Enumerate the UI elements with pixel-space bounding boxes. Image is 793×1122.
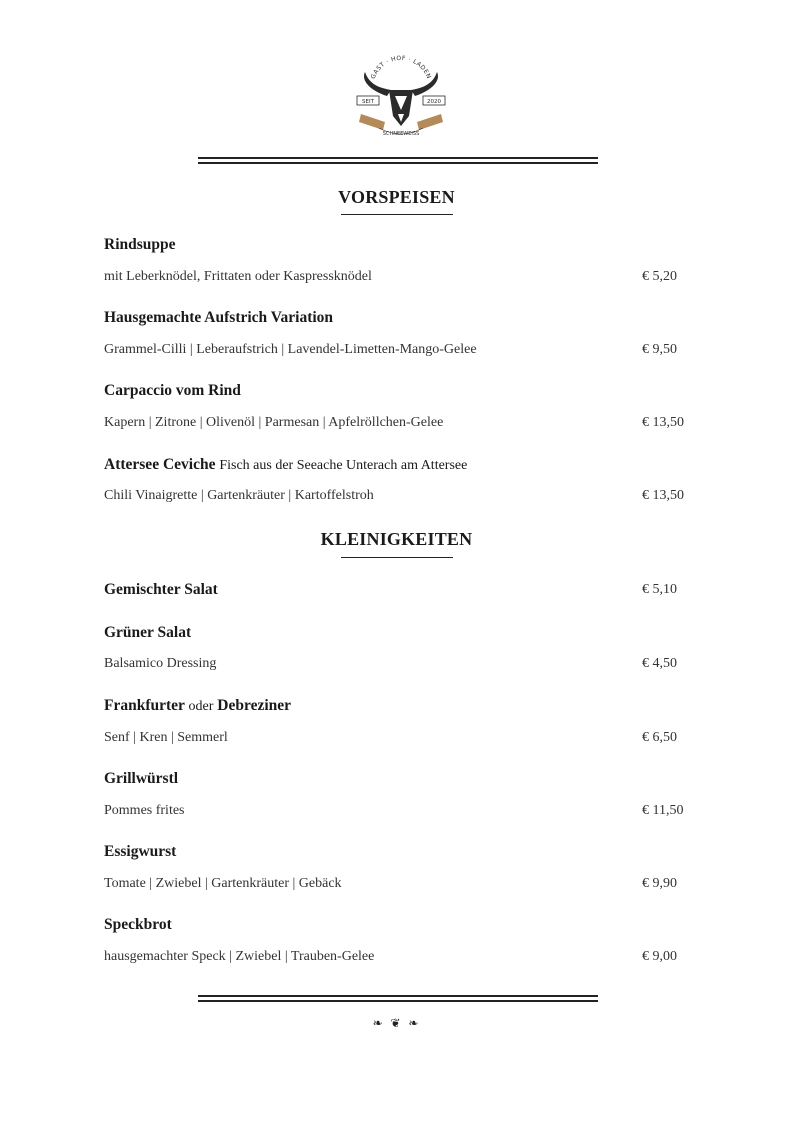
section-title-vorspeisen: VORSPEISEN: [338, 187, 455, 207]
svg-text:GAST · HOF · LADEN: [370, 55, 433, 80]
logo-arc-text: GAST · HOF · LADEN: [369, 54, 433, 80]
top-divider: [198, 157, 598, 164]
logo-left-label: SEIT: [362, 99, 374, 105]
bottom-divider: [198, 995, 598, 1002]
item-price: € 5,10: [642, 582, 677, 597]
item-name: Grüner Salat: [104, 624, 192, 641]
item-price: € 11,50: [642, 803, 684, 818]
logo-bottom-text: SCHNEEWEISS: [382, 131, 420, 137]
item-description: Pommes frites: [104, 803, 185, 818]
ornament-fleuron: ❧ ❦ ❧: [372, 1016, 421, 1030]
goat-head-logo: [355, 50, 447, 138]
item-name-connector: oder: [188, 699, 214, 714]
item-description: Senf | Kren | Semmerl: [104, 730, 228, 745]
item-description: Grammel-Cilli | Leberaufstrich | Lavendel-Limetten-Mango-Gelee: [104, 342, 477, 357]
item-description: Tomate | Zwiebel | Gartenkräuter | Gebäck: [104, 876, 342, 891]
item-price: € 13,50: [642, 415, 684, 430]
item-name-bold: Debreziner: [217, 697, 292, 714]
section-underline: [341, 557, 453, 558]
item-price: € 6,50: [642, 730, 677, 745]
item-name: Carpaccio vom Rind: [104, 382, 241, 399]
item-name: Grillwürstl: [104, 770, 179, 787]
section-title-kleinigkeiten: KLEINIGKEITEN: [320, 529, 473, 549]
item-name: [104, 697, 291, 715]
goat-head-icon: [355, 50, 447, 138]
logo-right-label: 2020: [427, 99, 441, 105]
item-description: Kapern | Zitrone | Olivenöl | Parmesan | Apfelröllchen-Gelee: [104, 415, 444, 430]
item-name: Hausgemachte Aufstrich Variation: [104, 309, 334, 326]
item-price: € 5,20: [642, 269, 677, 284]
item-name-extra: Fisch aus der Seeache Unterach am Attersee: [219, 458, 468, 473]
item-price: € 9,90: [642, 876, 677, 891]
item-name: Speckbrot: [104, 916, 172, 933]
item-price: € 9,00: [642, 949, 677, 964]
item-price: € 13,50: [642, 488, 684, 503]
item-price: € 9,50: [642, 342, 677, 357]
item-name-bold: Attersee Ceviche: [104, 456, 216, 473]
item-description: mit Leberknödel, Frittaten oder Kaspressknödel: [104, 269, 372, 284]
item-name: Gemischter Salat: [104, 581, 218, 598]
item-name: Essigwurst: [104, 843, 177, 860]
item-name-bold: Frankfurter: [104, 697, 185, 714]
item-description: Balsamico Dressing: [104, 656, 217, 671]
item-name: [104, 456, 467, 474]
section-underline: [341, 214, 453, 215]
item-price: € 4,50: [642, 656, 677, 671]
item-description: Chili Vinaigrette | Gartenkräuter | Kartoffelstroh: [104, 488, 374, 503]
item-name: Rindsuppe: [104, 236, 176, 253]
item-description: hausgemachter Speck | Zwiebel | Trauben-Gelee: [104, 949, 375, 964]
